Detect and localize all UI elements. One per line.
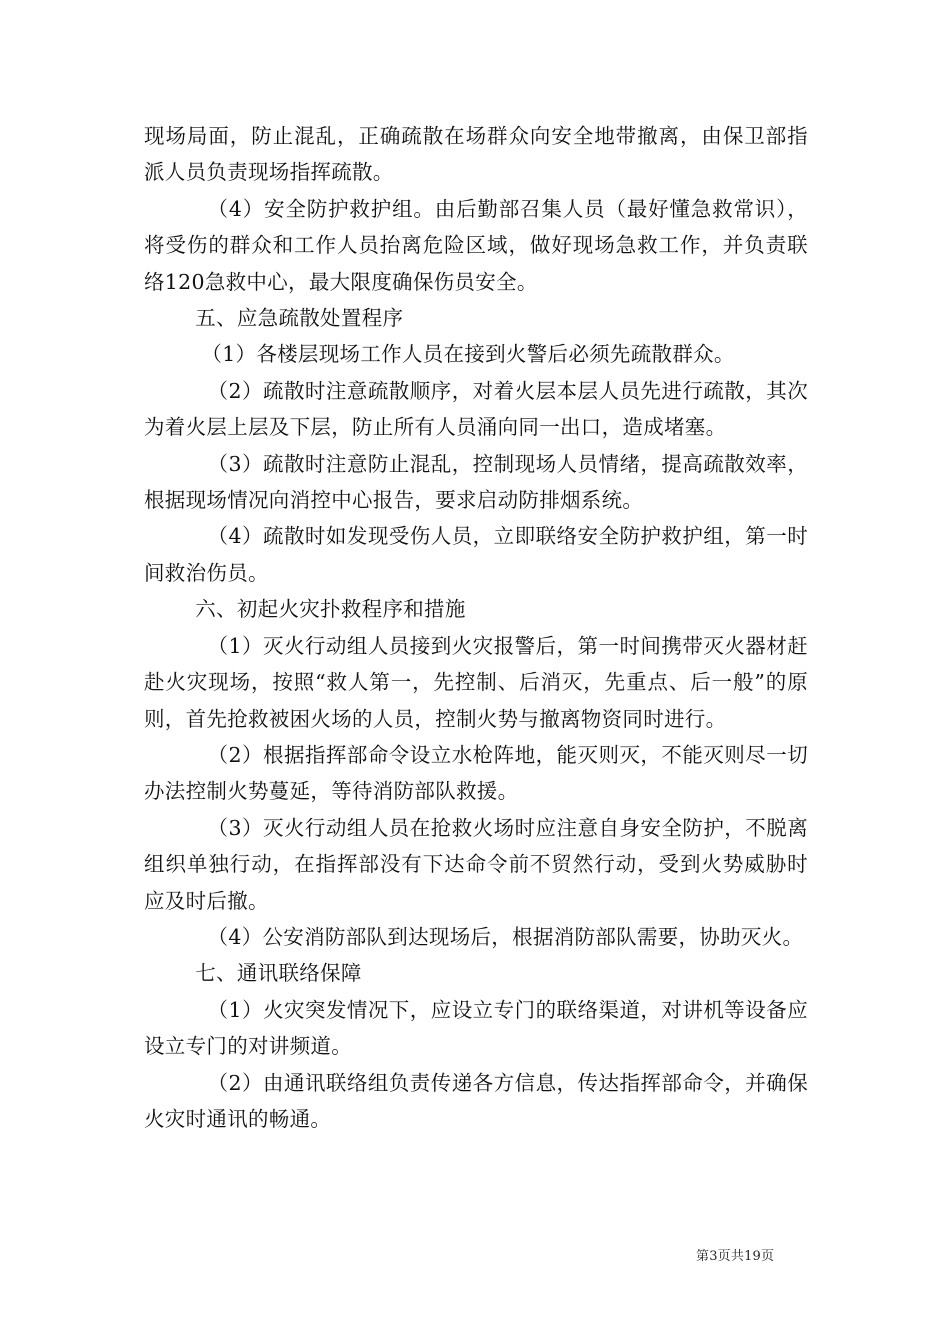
paragraph-communication-1: （1）火灾突发情况下，应设立专门的联络渠道，对讲机等设备应设立专门的对讲频道。	[144, 997, 808, 1059]
section-heading-communication: 七、通讯联络保障	[195, 961, 362, 986]
paragraph-communication-2: （2）由通讯联络组负责传递各方信息，传达指挥部命令，并确保火灾时通讯的畅通。	[144, 1070, 808, 1131]
section-heading-firefighting: 六、初起火灾扑救程序和措施	[195, 597, 466, 622]
document-body	[144, 118, 808, 1137]
paragraph-firefighting-1: （1）灭火行动组人员接到火灾报警后，第一时间携带灭火器材赶赴火灾现场，按照“救人第一，先控制、后消灭，先重点、后一般”的原则，首先抢救被困火场的人员，控制火势与撤离物资同时进行。	[144, 633, 808, 731]
paragraph-evacuation-1: （1）各楼层现场工作人员在接到火警后必须先疏散群众。	[201, 342, 735, 367]
paragraph-safety-rescue-group: （4）安全防护救护组。由后勤部召集人员（最好懂急救常识），将受伤的群众和工作人员抬离危险区域，做好现场急救工作，并负责联络120急救中心，最大限度确保伤员安全。	[144, 196, 808, 294]
paragraph-firefighting-4: （4）公安消防部队到达现场后，根据消防部队需要，协助灭火。	[207, 924, 804, 949]
paragraph-firefighting-3: （3）灭火行动组人员在抢救火场时应注意自身安全防护，不脱离组织单独行动，在指挥部没有下达命令前不贸然行动，受到火势威胁时应及时后撤。	[144, 815, 808, 913]
section-heading-evacuation: 五、应急疏散处置程序	[195, 306, 404, 331]
page-number-footer	[696, 1245, 774, 1264]
paragraph-evacuation-4: （4）疏散时如发现受伤人员，立即联络安全防护救护组，第一时间救治伤员。	[144, 524, 808, 585]
paragraph-continuation: 现场局面，防止混乱，正确疏散在场群众向安全地带撤离，由保卫部指派人员负责现场指挥疏散。	[144, 124, 808, 185]
paragraph-firefighting-2: （2）根据指挥部命令设立水枪阵地，能灭则灭，不能灭则尽一切办法控制火势蔓延，等待消防部队救援。	[144, 742, 808, 804]
paragraph-evacuation-2: （2）疏散时注意疏散顺序，对着火层本层人员先进行疏散，其次为着火层上层及下层，防止所有人员涌向同一出口，造成堵塞。	[144, 378, 808, 440]
paragraph-evacuation-3: （3）疏散时注意防止混乱，控制现场人员情绪，提高疏散效率，根据现场情况向消控中心报告，要求启动防排烟系统。	[144, 451, 808, 513]
page-number-label: 第3页共19页	[696, 1249, 775, 1264]
